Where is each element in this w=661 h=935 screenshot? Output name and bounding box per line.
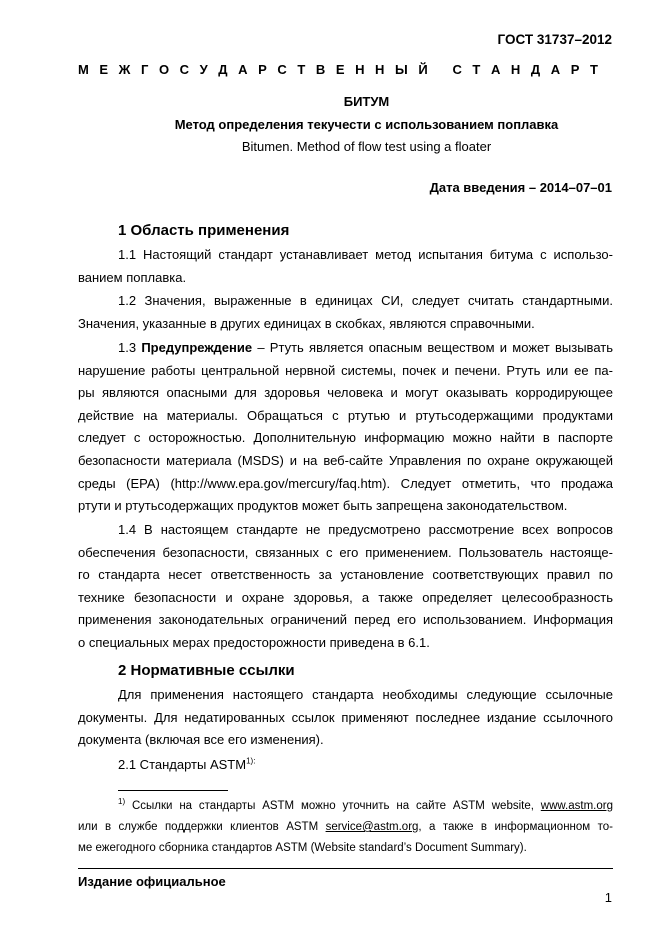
footnote-text: или в службе поддержки клиентов ASTM (78, 821, 326, 833)
text-line: о специальных мерах предосторожности приведена в 6.1. (78, 634, 430, 650)
document-title: БИТУМ (343, 94, 390, 109)
text-line: Для применения настоящего стандарта необходимы следующие ссылочные (118, 687, 613, 702)
text-line: 1.2 Значения, выраженные в единицах СИ, следует считать стандартными. (118, 293, 613, 308)
subtitle-ru: Метод определения текучести с использованием поплавка (174, 117, 559, 132)
footnote-line (78, 817, 613, 838)
astm-service-email-link[interactable]: service@astm.org (325, 821, 419, 833)
warning-text: – Ртуть является опасным веществом и может вызывать (252, 340, 613, 355)
banner-letter: А (490, 62, 501, 77)
banner-letter: Р (258, 62, 267, 77)
text-line: документы. Для недатированных ссылок применяют последнее издание ссылочного (78, 709, 613, 725)
text-line: ры являются опасными для здоровья человека и могут оказывать корродирующее (78, 385, 613, 401)
text-line: применения законодательных ограничений перед его использованием. Информация (78, 612, 613, 628)
banner-letter: С (179, 62, 190, 77)
text-line: го стандарта несет ответственность за установление соответствующих правил по (78, 567, 613, 583)
warning-label: Предупреждение (141, 340, 253, 355)
interstate-standard-banner (78, 62, 598, 77)
text-line: технике безопасности и охране здоровья, а также определяет целесообразность (78, 589, 613, 605)
banner-letter: А (238, 62, 248, 77)
banner-letter: Н (355, 62, 365, 77)
text-line: ванием поплавка. (78, 269, 187, 285)
banner-letter: С (452, 62, 462, 77)
banner-letter: Д (218, 62, 228, 77)
footnote-divider (118, 790, 228, 791)
paragraph-1-4 (78, 519, 613, 655)
banner-letter (438, 62, 442, 77)
text-line: среды (EPA) (http://www.epa.gov/mercury/faq.htm). Следует отметить, что продажа (78, 475, 613, 491)
banner-letter: Т (297, 62, 306, 77)
text-line: следует с осторожностью. Дополнительную информацию можно найти в паспорте (78, 430, 613, 446)
banner-letter: Е (335, 62, 345, 77)
text-line: безопасности материала (MSDS) и на веб-сайте Управления по охране окружающей (78, 452, 613, 468)
banner-letter: О (158, 62, 170, 77)
banner-letter: Н (375, 62, 385, 77)
page-number: 1 (604, 890, 612, 905)
banner-letter: Р (570, 62, 580, 77)
banner-letter: А (550, 62, 561, 77)
banner-letter: Ы (395, 62, 408, 77)
paragraph-2 (78, 684, 613, 752)
text-line: действие на материалы. Обращаться с ртутью и ртутьсодержащими продуктами (78, 407, 613, 423)
text-line: документа (включая все его изменения). (78, 732, 324, 748)
banner-letter: Д (530, 62, 541, 77)
text-line (78, 337, 613, 360)
subtitle-en: Bitumen. Method of flow test using a floater (241, 139, 492, 154)
footnote-marker: 1) (118, 797, 126, 807)
text-line: обеспечения безопасности, связанных с его применением. Пользователь настояще- (78, 544, 613, 560)
banner-letter: Й (418, 62, 428, 77)
paragraph-1-1 (78, 244, 613, 289)
footnote (78, 796, 613, 859)
text-line (78, 754, 613, 777)
text-line: 1.4 В настоящем стандарте не предусмотрено рассмотрение всех вопросов (118, 522, 613, 537)
astm-standards-label: 2.1 Стандарты ASTM (118, 757, 247, 772)
banner-letter: Г (141, 62, 149, 77)
paragraph-1-2 (78, 290, 613, 335)
official-edition-label: Издание официальное (78, 874, 226, 889)
standard-code: ГОСТ 31737–2012 (497, 32, 612, 47)
text-line: нарушение работы центральной нервной системы, почек и печени. Ртуть или ее па- (78, 362, 613, 378)
banner-letter: Ж (118, 62, 131, 77)
footnote-line (78, 796, 613, 817)
footnote-line: ме ежегодного сборника стандартов ASTM (Website standard’s Document Summary). (78, 842, 527, 854)
paragraph-1-3 (78, 337, 613, 518)
banner-letter: В (315, 62, 326, 77)
text-line: ртути и ртутьсодержащих продуктов может быть запрещена законодательством. (78, 498, 568, 514)
astm-website-link[interactable]: www.astm.org (540, 800, 613, 812)
footnote-text: Ссылки на стандарты ASTM можно уточнить на сайте ASTM website, (125, 800, 541, 812)
text-line: 1.1 Настоящий стандарт устанавливает метод испытания битума с использо- (118, 247, 613, 262)
banner-letter: Н (510, 62, 521, 77)
footnote-ref: 1): (246, 756, 256, 766)
introduction-date: Дата введения – 2014–07–01 (429, 180, 612, 195)
clause-number: 1.3 (118, 340, 142, 355)
footer-divider (78, 868, 613, 869)
text-line: Значения, указанные в других единицах в скобках, являются справочными. (78, 315, 535, 331)
banner-letter: Т (589, 62, 598, 77)
paragraph-2-1 (78, 754, 613, 777)
banner-letter: С (277, 62, 287, 77)
section-1-heading: 1 Область применения (118, 222, 290, 239)
banner-letter: У (199, 62, 208, 77)
section-2-heading: 2 Нормативные ссылки (118, 662, 295, 679)
footnote-text: , а также в информационном то- (418, 821, 613, 833)
banner-letter: Т (472, 62, 481, 77)
banner-letter: М (78, 62, 89, 77)
banner-letter: Е (99, 62, 109, 77)
